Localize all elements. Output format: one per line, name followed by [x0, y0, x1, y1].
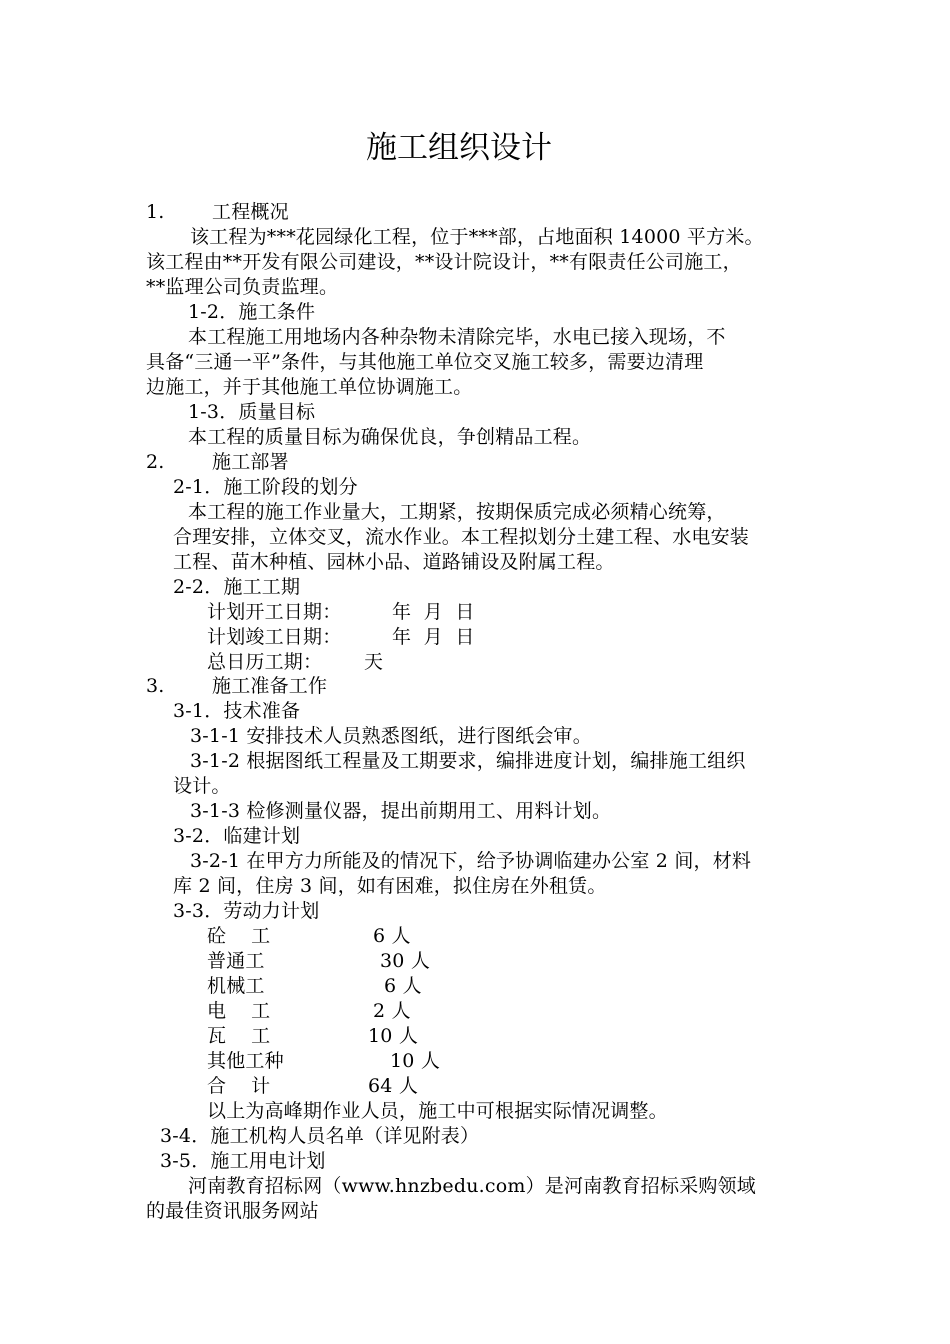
section-title: 工程概况	[212, 201, 289, 223]
list-item-continuation: 设计。	[173, 775, 231, 797]
labor-row-name: 普通工	[207, 950, 265, 972]
paragraph-line: 该工程为***花园绿化工程，位于***部，占地面积 14000 平方米。	[190, 226, 764, 248]
paragraph-line: 该工程由**开发有限公司建设，**设计院设计，**有限责任公司施工，	[146, 251, 742, 273]
subsection-heading: 2-1．施工阶段的划分	[173, 476, 358, 498]
paragraph-line: 本工程的质量目标为确保优良，争创精品工程。	[188, 426, 592, 448]
section-number: 1.	[146, 201, 165, 223]
subsection-heading: 1-3．质量目标	[188, 401, 316, 423]
labor-row-name: 其他工种	[207, 1050, 284, 1072]
labor-row-name: 砼 工	[207, 925, 271, 947]
subsection-heading: 1-2．施工条件	[188, 301, 316, 323]
subsection-heading: 2-2．施工工期	[173, 576, 301, 598]
section-number: 2.	[146, 451, 165, 473]
section-1-heading	[146, 200, 289, 225]
subsection-heading: 3-3．劳动力计划	[173, 900, 320, 922]
list-item: 3-1-3 检修测量仪器，提出前期用工、用料计划。	[190, 800, 612, 822]
labor-row-count: 2 人	[373, 1000, 411, 1022]
section-3-heading	[146, 674, 327, 699]
total-days-unit: 天	[364, 651, 384, 673]
labor-row-count: 30 人	[380, 950, 431, 972]
section-title: 施工准备工作	[212, 675, 328, 697]
labor-row-count: 6 人	[384, 975, 422, 997]
labor-note: 以上为高峰期作业人员，施工中可根据实际情况调整。	[207, 1100, 668, 1122]
labor-row-name: 电 工	[207, 1000, 271, 1022]
section-number: 3.	[146, 675, 165, 697]
labor-row-count: 10 人	[390, 1050, 441, 1072]
subsection-heading: 3-2．临建计划	[173, 825, 301, 847]
footer-line: 的最佳资讯服务网站	[146, 1200, 319, 1222]
labor-row-name: 合 计	[207, 1075, 271, 1097]
labor-row-count: 64 人	[368, 1075, 419, 1097]
list-item: 3-1-1 安排技术人员熟悉图纸，进行图纸会审。	[190, 725, 592, 747]
labor-row-count: 6 人	[373, 925, 411, 947]
paragraph-line: 边施工，并于其他施工单位协调施工。	[146, 376, 473, 398]
paragraph-line: 工程、苗木种植、园林小品、道路铺设及附属工程。	[173, 551, 615, 573]
footer-line: 河南教育招标网（www.hnzbedu.com）是河南教育招标采购领域	[188, 1175, 757, 1197]
end-date-label: 计划竣工日期：	[207, 626, 342, 648]
labor-row-name: 瓦 工	[207, 1025, 271, 1047]
total-days-label: 总日历工期：	[207, 651, 323, 673]
section-2-heading	[146, 450, 289, 475]
labor-row-count: 10 人	[368, 1025, 419, 1047]
section-title: 施工部署	[212, 451, 289, 473]
labor-row-name: 机械工	[207, 975, 265, 997]
paragraph-line: 本工程施工用地场内各种杂物未清除完毕，水电已接入现场，不	[188, 326, 726, 348]
list-item-continuation: 库 2 间，住房 3 间，如有困难，拟住房在外租赁。	[173, 875, 607, 897]
paragraph-line: 具备“三通一平”条件，与其他施工单位交叉施工较多，需要边清理	[146, 351, 704, 373]
paragraph-line: 合理安排，立体交叉，流水作业。本工程拟划分土建工程、水电安装	[173, 526, 750, 548]
subsection-heading: 3-4．施工机构人员名单（详见附表）	[160, 1125, 480, 1147]
subsection-heading: 3-5．施工用电计划	[160, 1150, 326, 1172]
paragraph-line: 本工程的施工作业量大，工期紧，按期保质完成必须精心统筹，	[188, 501, 726, 523]
list-item: 3-1-2 根据图纸工程量及工期要求，编排进度计划，编排施工组织	[190, 750, 746, 772]
subsection-heading: 3-1．技术准备	[173, 700, 301, 722]
end-date-value: 年 月 日	[392, 626, 475, 648]
start-date-value: 年 月 日	[392, 601, 475, 623]
document-title: 施工组织设计	[366, 130, 552, 166]
start-date-label: 计划开工日期：	[207, 601, 342, 623]
paragraph-line: **监理公司负责监理。	[146, 276, 339, 298]
list-item: 3-2-1 在甲方力所能及的情况下，给予协调临建办公室 2 间，材料	[190, 850, 752, 872]
